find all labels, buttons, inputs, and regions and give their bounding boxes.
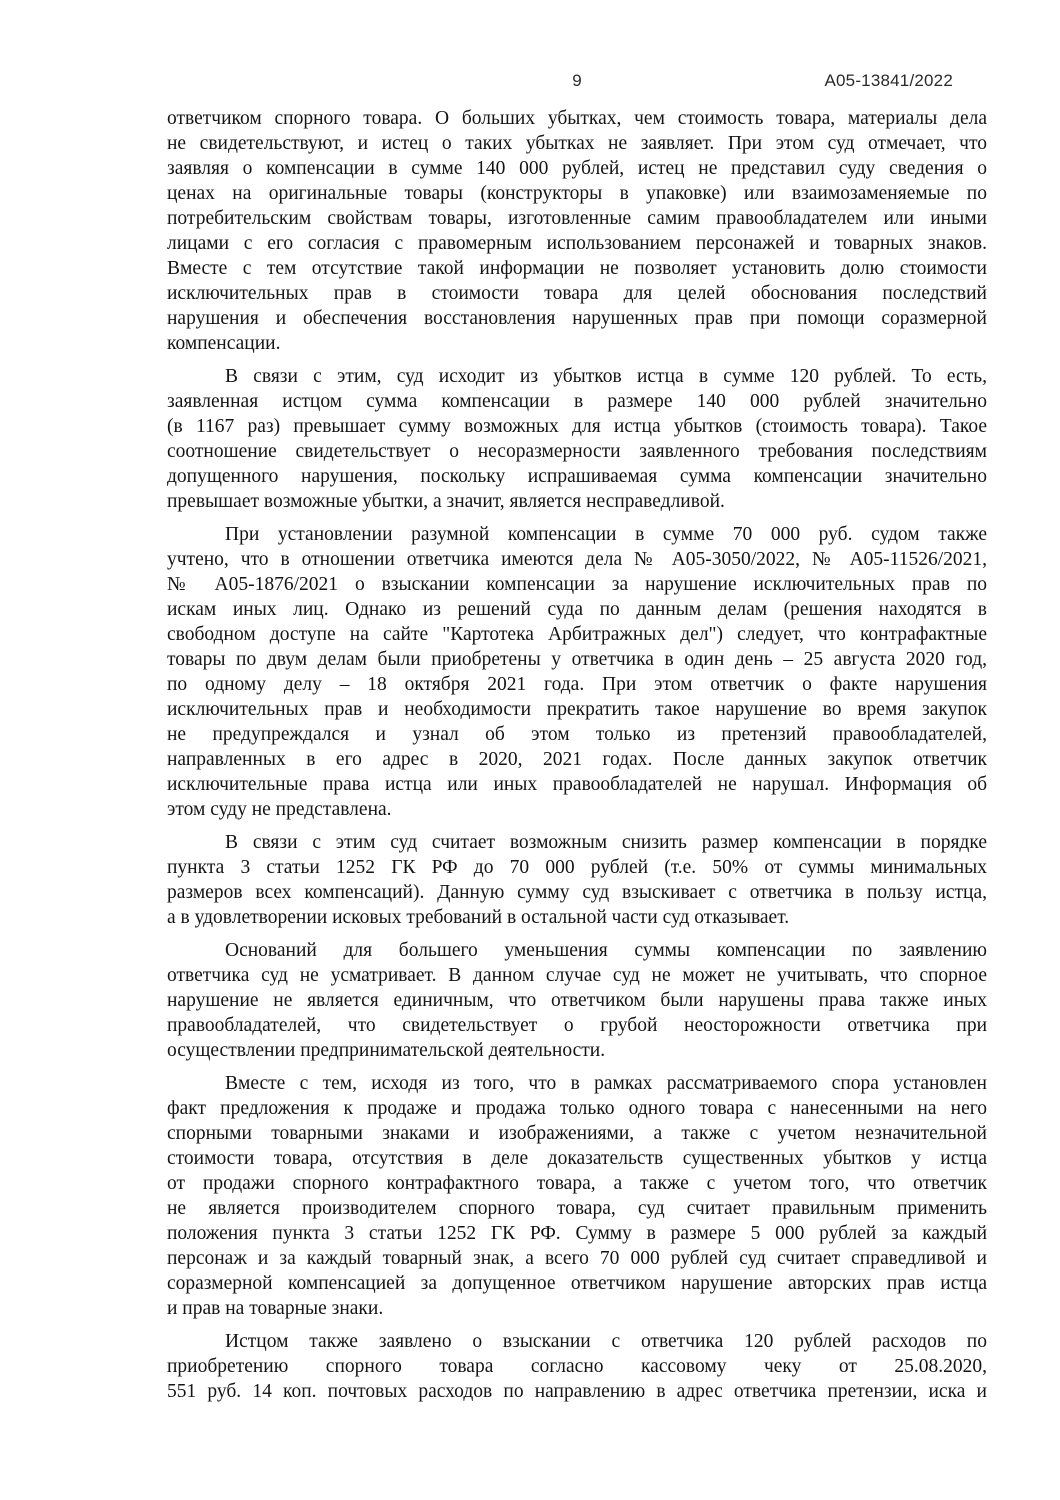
paragraph: [167, 1329, 987, 1404]
paragraph: [167, 938, 987, 1063]
text-line: ответчиком спорного товара. О больших убытках, чем стоимость товара, материалы дела: [167, 108, 987, 129]
text-line: заявленная истцом сумма компенсации в размере 140 000 рублей значительно: [167, 391, 987, 412]
text-line: персонаж и за каждый товарный знак, а всего 70 000 рублей суд считает справедливой и: [167, 1248, 987, 1269]
text-line: При установлении разумной компенсации в сумме 70 000 руб. судом также: [225, 524, 987, 545]
text-line: не является производителем спорного товара, суд считает правильным применить: [167, 1198, 987, 1219]
text-line: нарушение не является единичным, что ответчиком были нарушены права также иных: [167, 990, 987, 1011]
text-line: осуществлении предпринимательской деятельности.: [167, 1040, 606, 1061]
text-line: и прав на товарные знаки.: [167, 1298, 384, 1319]
text-line: ответчика суд не усматривает. В данном случае суд не может не учитывать, что спорное: [167, 965, 987, 986]
text-line: свободном доступе на сайте "Картотека Арбитражных дел") следует, что контрафактные: [167, 624, 987, 645]
text-line: допущенного нарушения, поскольку испрашиваемая сумма компенсации значительно: [167, 466, 987, 487]
text-line: пункта 3 статьи 1252 ГК РФ до 70 000 рублей (т.е. 50% от суммы минимальных: [167, 857, 987, 878]
text-line: ценах на оригинальные товары (конструкторы в упаковке) или взаимозаменяемые по: [167, 183, 987, 204]
text-line: правообладателей, что свидетельствует о грубой неосторожности ответчика при: [167, 1015, 987, 1036]
text-line: от продажи спорного контрафактного товара, а также с учетом того, что ответчик: [167, 1173, 987, 1194]
text-line: лицами с его согласия с правомерным использованием персонажей и товарных знаков.: [167, 233, 987, 254]
text-line: 551 руб. 14 коп. почтовых расходов по направлению в адрес ответчика претензии, иска и: [167, 1381, 987, 1402]
text-line: исключительных прав в стоимости товара для целей обоснования последствий: [167, 283, 987, 304]
text-line: товары по двум делам были приобретены у ответчика в один день – 25 августа 2020 год,: [167, 649, 987, 670]
text-line: Истцом также заявлено о взыскании с ответчика 120 рублей расходов по: [225, 1331, 987, 1352]
paragraph: [167, 1071, 987, 1321]
text-line: (в 1167 раз) превышает сумму возможных для истца убытков (стоимость товара). Такое: [167, 416, 987, 437]
text-line: компенсации.: [167, 333, 281, 354]
text-line: этом суду не представлена.: [167, 799, 392, 820]
text-line: соотношение свидетельствует о несоразмерности заявленного требования последствиям: [167, 441, 987, 462]
text-line: № А05-1876/2021 о взыскании компенсации за нарушение исключительных прав по: [167, 574, 987, 595]
text-line: приобретению спорного товара согласно кассовому чеку от 25.08.2020,: [167, 1356, 987, 1377]
page-header: [167, 71, 987, 93]
text-line: исключительных прав и необходимости прекратить такое нарушение во время закупок: [167, 699, 987, 720]
text-line: направленных в его адрес в 2020, 2021 годах. После данных закупок ответчик: [167, 749, 987, 770]
page-number: 9: [572, 71, 582, 90]
paragraph: [167, 522, 987, 822]
text-line: Вместе с тем отсутствие такой информации не позволяет установить долю стоимости: [167, 258, 987, 279]
paragraph: [167, 830, 987, 930]
case-number: А05-13841/2022: [824, 71, 953, 90]
text-line: факт предложения к продаже и продажа только одного товара с нанесенными на него: [167, 1098, 987, 1119]
text-line: учтено, что в отношении ответчика имеются дела № А05-3050/2022, № А05-11526/2021,: [167, 549, 987, 570]
document-body: [167, 106, 987, 1404]
text-line: по одному делу – 18 октября 2021 года. При этом ответчик о факте нарушения: [167, 674, 987, 695]
text-line: а в удовлетворении исковых требований в остальной части суд отказывает.: [167, 907, 790, 928]
paragraph: [167, 106, 987, 356]
text-line: размеров всех компенсаций). Данную сумму суд взыскивает с ответчика в пользу истца,: [167, 882, 987, 903]
text-line: стоимости товара, отсутствия в деле доказательств существенных убытков у истца: [167, 1148, 987, 1169]
text-line: спорными товарными знаками и изображениями, а также с учетом незначительной: [167, 1123, 987, 1144]
text-line: нарушения и обеспечения восстановления нарушенных прав при помощи соразмерной: [167, 308, 987, 329]
text-line: не предупреждался и узнал об этом только из претензий правообладателей,: [167, 724, 987, 745]
text-line: потребительским свойствам товары, изготовленные самим правообладателем или иными: [167, 208, 987, 229]
text-line: положения пункта 3 статьи 1252 ГК РФ. Сумму в размере 5 000 рублей за каждый: [167, 1223, 987, 1244]
text-line: соразмерной компенсацией за допущенное ответчиком нарушение авторских прав истца: [167, 1273, 987, 1294]
text-line: Оснований для большего уменьшения суммы компенсации по заявлению: [225, 940, 987, 961]
text-line: искам иных лиц. Однако из решений суда по данным делам (решения находятся в: [167, 599, 987, 620]
text-line: превышает возможные убытки, а значит, является несправедливой.: [167, 491, 725, 512]
paragraph: [167, 364, 987, 514]
text-line: В связи с этим суд считает возможным снизить размер компенсации в порядке: [225, 832, 987, 853]
text-line: не свидетельствуют, и истец о таких убытках не заявляет. При этом суд отмечает, что: [167, 133, 987, 154]
text-line: исключительные права истца или иных правообладателей не нарушал. Информация об: [167, 774, 987, 795]
text-line: В связи с этим, суд исходит из убытков истца в сумме 120 рублей. То есть,: [225, 366, 987, 387]
text-line: Вместе с тем, исходя из того, что в рамках рассматриваемого спора установлен: [225, 1073, 987, 1094]
text-line: заявляя о компенсации в сумме 140 000 рублей, истец не представил суду сведения о: [167, 158, 987, 179]
